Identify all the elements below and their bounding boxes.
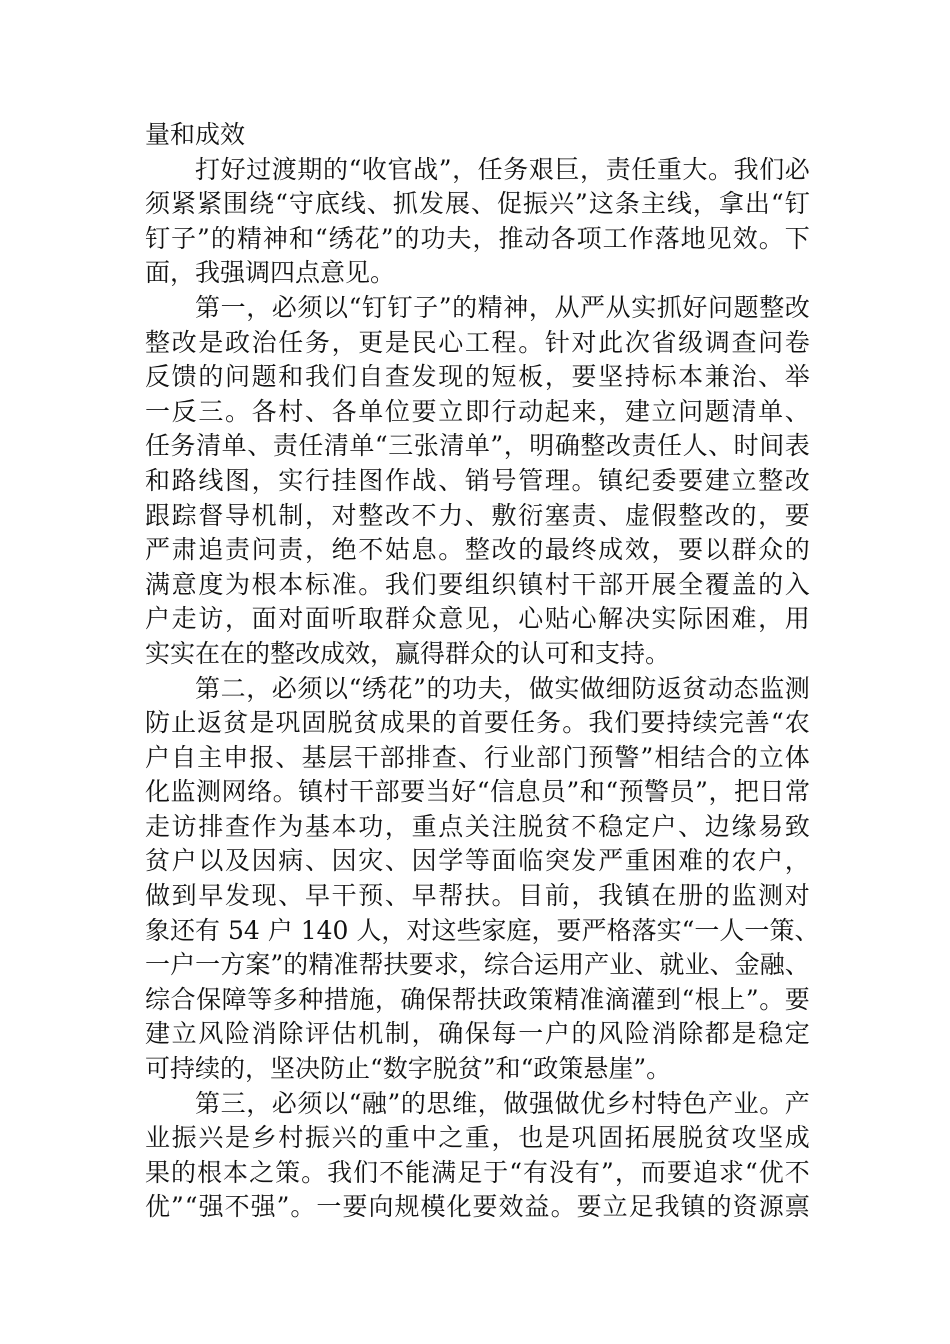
text-line: 跟 踪 督 导 机 制 ， 对 整 改 不 力 、 敷 衍 塞 责 、 虚 假 整 改 的 ， 要 [145,500,810,530]
text-line: 化 监 测 网 络 。 镇 村 干 部 要 当 好 “ 信 息 员 ” 和 “ 预 警 员 ” ， 把 日 常 [145,777,810,807]
text-line: 一 户 一 方 案 ” 的 精 准 帮 扶 要 求 ， 综 合 运 用 产 业 、 就 业 、 金 融 、 [145,950,810,980]
text-line: 和 路 线 图 ， 实 行 挂 图 作 战 、 销 号 管 理 。 镇 纪 委 要 建 立 整 改 [145,465,810,495]
text-line: 业 振 兴 是 乡 村 振 兴 的 重 中 之 重 ， 也 是 巩 固 拓 展 脱 贫 攻 坚 成 [145,1123,810,1153]
text-line: 须 紧 紧 围 绕 “ 守 底 线 、 抓 发 展 、 促 振 兴 ” 这 条 主 线 ， 拿 出 “ 钉 [145,189,810,219]
text-line: 第 二 ， 必 须 以 “ 绣 花 ” 的 功 夫 ， 做 实 做 细 防 返 贫 动 态 监 测 [195,673,810,703]
text-line: 打 好 过 渡 期 的 “ 收 官 战 ” ， 任 务 艰 巨 ， 责 任 重 大 。 我 们 必 [195,154,810,184]
text-line: 综 合 保 障 等 多 种 措 施 ， 确 保 帮 扶 政 策 精 准 滴 灌 到 “ 根 上 ” 。 要 [145,984,810,1014]
text-line: 第 一 ， 必 须 以 “ 钉 钉 子 ” 的 精 神 ， 从 严 从 实 抓 好 问 题 整 改 [195,292,810,322]
text-line: 贫 户 以 及 因 病 、 因 灾 、 因 学 等 面 临 突 发 严 重 困 难 的 农 户 ， [145,846,810,876]
text-line: 防 止 返 贫 是 巩 固 脱 贫 成 果 的 首 要 任 务 。 我 们 要 持 续 完 善 “ 农 [145,708,810,738]
text-line: 面，我强调四点意见。 [145,258,396,288]
text-line: 第 三 ， 必 须 以 “ 融 ” 的 思 维 ， 做 强 做 优 乡 村 特 色 产 业 。 产 [195,1088,810,1118]
text-line: 走 访 排 查 作 为 基 本 功 ， 重 点 关 注 脱 贫 不 稳 定 户 、 边 缘 易 致 [145,811,810,841]
text-line: 果 的 根 本 之 策 。 我 们 不 能 满 足 于 “ 有 没 有 ” ， 而 要 追 求 “ 优 不 [145,1157,810,1187]
text-line: 实实在在的整改成效，赢得群众的认可和支持。 [145,638,671,668]
body-text [145,118,820,1225]
text-line: 任 务 清 单 、 责 任 清 单 “ 三 张 清 单 ” ， 明 确 整 改 责 任 人 、 时 间 表 [145,431,810,461]
text-line: 优 ” “ 强 不 强 ” 。 一 要 向 规 模 化 要 效 益 。 要 立 足 我 镇 的 资 源 禀 [145,1192,810,1222]
text-line: 户 走 访 ， 面 对 面 听 取 群 众 意 见 ， 心 贴 心 解 决 实 际 困 难 ， 用 [145,604,810,634]
text-line: 量和成效 [145,120,246,149]
text-line: 严 肃 追 责 问 责 ， 绝 不 姑 息 。 整 改 的 最 终 成 效 ， 要 以 群 众 的 [145,535,810,565]
text-line: 满 意 度 为 根 本 标 准 。 我 们 要 组 织 镇 村 干 部 开 展 全 覆 盖 的 入 [145,569,810,599]
text-line: 户 自 主 申 报 、 基 层 干 部 排 查 、 行 业 部 门 预 警 ” 相 结 合 的 立 体 [145,742,810,772]
text-line: 做 到 早 发 现 、 早 干 预 、 早 帮 扶 。 目 前 ， 我 镇 在 册 的 监 测 对 [145,881,810,911]
text-line: 象 还 有 5 4 户 1 4 0 人 ， 对 这 些 家 庭 ， 要 严 格 落 实 “ 一 人 一 策 、 [145,915,820,945]
text-line: 建 立 风 险 消 除 评 估 机 制 ， 确 保 每 一 户 的 风 险 消 除 都 是 稳 定 [145,1019,810,1049]
text-line: 一 反 三 。 各 村 、 各 单 位 要 立 即 行 动 起 来 ， 建 立 问 题 清 单 、 [145,396,810,426]
text-line: 可持续的，坚决防止“数字脱贫”和“政策悬崖”。 [145,1054,672,1084]
text-line: 反 馈 的 问 题 和 我 们 自 查 发 现 的 短 板 ， 要 坚 持 标 本 兼 治 、 举 [145,362,810,392]
text-line: 整 改 是 政 治 任 务 ， 更 是 民 心 工 程 。 针 对 此 次 省 级 调 查 问 卷 [145,327,810,357]
text-line: 钉 子 ” 的 精 神 和 “ 绣 花 ” 的 功 夫 ， 推 动 各 项 工 作 落 地 见 效 。 下 [145,223,810,253]
